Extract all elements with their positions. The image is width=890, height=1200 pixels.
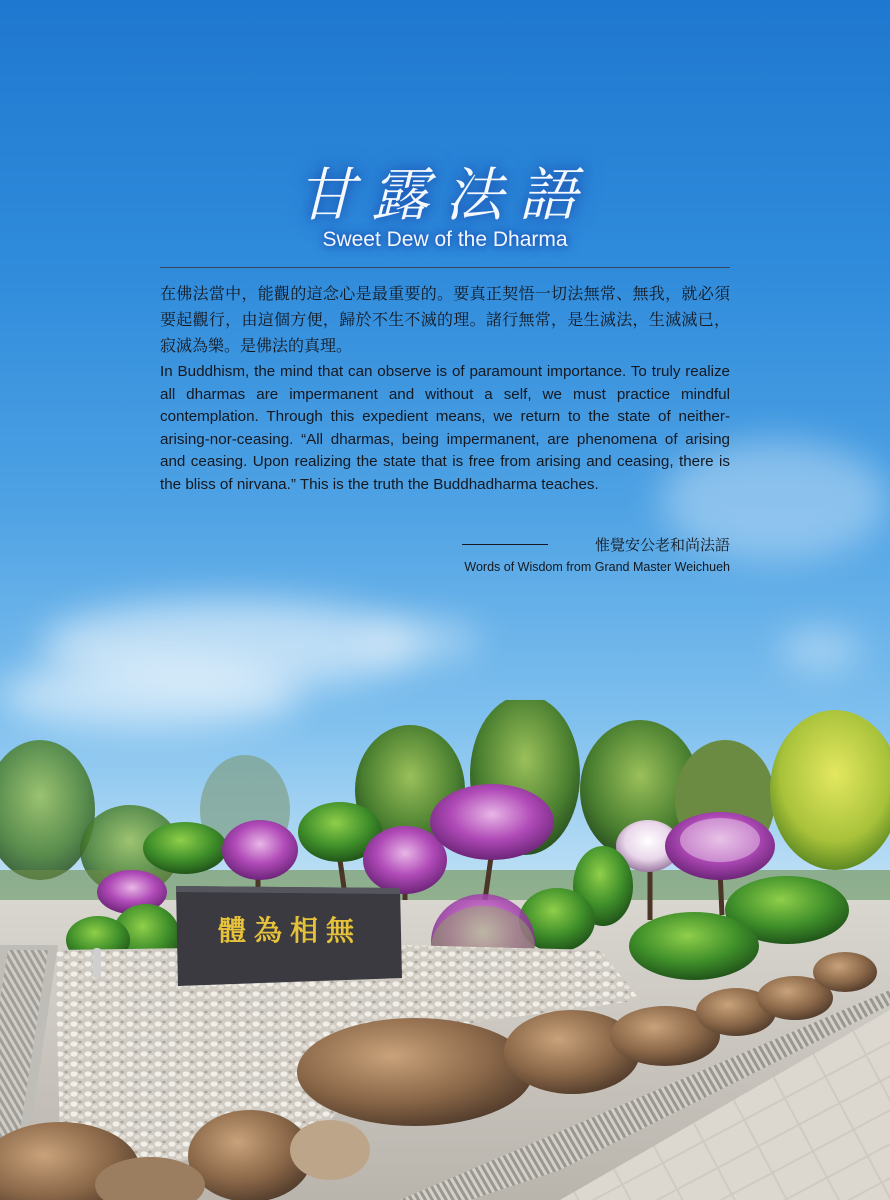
body-text-english: In Buddhism, the mind that can observe is of paramount importance. To truly realize all dharmas are impermanent and without a self, we must practice mindful contemplation. Through this expedient means, we return to the state of neither-arising-nor-ceasing. “All dharmas, being impermanent, are phenomena of arising and ceasing. Upon realizing the state that is free from arising and ceasing, there is the bliss of nirvana.” This is the truth the Buddhadharma teaches. <box>160 363 730 493</box>
stone-tablet <box>176 886 402 986</box>
garden-photo <box>0 700 890 1200</box>
cloud <box>360 620 480 660</box>
page-title-english: Sweet Dew of the Dharma <box>322 228 568 251</box>
stone-inscription: 體為相無 <box>217 914 363 947</box>
cloud <box>780 630 860 670</box>
page-title-chinese: 甘露法語 <box>296 161 593 229</box>
attribution-dash <box>462 544 548 545</box>
attribution-english: Words of Wisdom from Grand Master Weichueh <box>464 560 730 574</box>
title-divider <box>160 267 730 268</box>
attribution-chinese: 惟覺安公老和尚法語 <box>594 536 730 554</box>
body-text-chinese: 在佛法當中，能觀的這念心是最重要的。要真正契悟一切法無常、無我，就必須要起觀行，由這個方便，歸於不生不滅的理。諸行無常，是生滅法，生滅滅已，寂滅為樂。是佛法的真理。 <box>160 284 730 355</box>
